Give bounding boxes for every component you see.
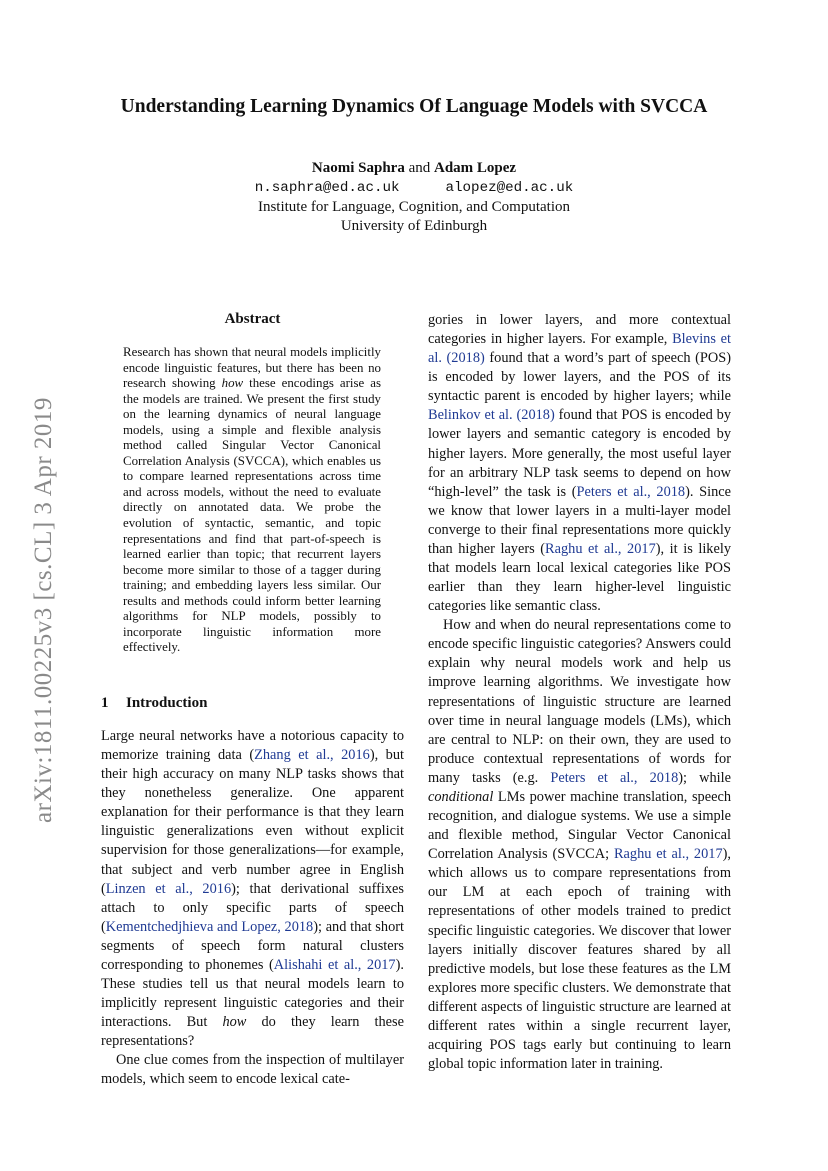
emphasis-text: conditional [428, 788, 494, 805]
paragraph [101, 727, 404, 1051]
abstract-text: Research has shown that neural models implicitly encode linguistic features, but there has been no research showing [123, 345, 381, 391]
body-text: ); that derivational suffixes attach to only specific parts of speech ( [101, 880, 404, 935]
affiliation-university: University of Edinburgh [340, 218, 488, 234]
body-text: ); while [678, 769, 731, 786]
author-email[interactable]: alopez@ed.ac.uk [445, 180, 574, 196]
abstract-emphasis: how [221, 376, 244, 391]
body-text: Large neural networks have a notorious capacity to memorize training data ( [101, 728, 404, 764]
right-column [428, 311, 731, 1074]
citation-link[interactable]: Linzen et al., 2016 [105, 880, 232, 897]
author-email[interactable]: n.saphra@ed.ac.uk [254, 180, 400, 196]
paper-title: Understanding Learning Dynamics Of Language Models with SVCCA [120, 96, 708, 117]
body-text: How and when do neural representations come to encode specific linguistic categories? Answers could explain why neural models work and help us improve learning algorithms. We investigate how representations of linguistic structure are learned over time in neural language models (LMs), which are central to NLP: on their own, they are used to produce contextual representations of words for many tasks (e.g. [428, 617, 731, 786]
paragraph [101, 1051, 404, 1089]
citation-link[interactable]: Raghu et al., 2017 [545, 540, 656, 557]
body-text: do they learn these representations? [101, 1014, 404, 1050]
body-text: LMs power machine translation, speech recognition, and dialogue systems. We use a simple and flexible method, Singular Vector Canonical Correlation Analysis (SVCCA; [428, 788, 731, 863]
citation-link[interactable]: Alishahi et al., 2017 [273, 956, 396, 973]
paragraph-continued [428, 311, 731, 616]
author-name: Naomi Saphra [311, 160, 405, 176]
body-text: ). Since we know that lower layers in a multi-layer model converge to their final representations more quickly than higher layers ( [428, 483, 731, 557]
section-number: 1 [101, 695, 109, 711]
author-emails [0, 180, 828, 196]
left-column [101, 727, 404, 1089]
citation-link[interactable]: Peters et al., 2018 [550, 769, 679, 786]
body-text: ), it is likely that models learn local lexical categories like POS earlier than they learn higher-level linguistic categories like semantic class. [428, 540, 731, 615]
paragraph [428, 616, 731, 1074]
affiliation-institute: Institute for Language, Cognition, and Computation [257, 199, 571, 215]
abstract-heading: Abstract [224, 311, 281, 327]
abstract-body [123, 345, 381, 656]
citation-link[interactable]: Blevins et al. (2018) [428, 331, 731, 367]
author-conjunction: and [408, 160, 431, 176]
body-text: ); and that short segments of speech form natural clusters corresponding to phonemes ( [101, 918, 404, 973]
body-text: found that a word’s part of speech (POS) is encoded by lower layers, and the POS of its syntactic parent is encoded by higher layers; while [428, 350, 732, 405]
body-text: ), but their high accuracy on many NLP tasks shows that they nonetheless generalize. One apparent explanation for their performance is that they learn linguistic generalizations even without explicit supervision for those generalizations—for example, that subject and verb number agree in English ( [101, 747, 405, 897]
body-text: found that POS is encoded by lower layers and semantic category is encoded by higher layers. More generally, the most useful layer for an arbitrary NLP task seems to depend on how “high-level” the task is ( [428, 407, 731, 500]
arxiv-stamp [22, 370, 66, 850]
citation-link[interactable]: Peters et al., 2018 [576, 483, 686, 500]
body-text: ). These studies tell us that neural models learn to implicitly represent linguistic categories and their interactions. But [101, 956, 404, 1031]
body-text: One clue comes from the inspection of multilayer models, which seem to encode lexical cate- [101, 1052, 404, 1088]
section-title: Introduction [126, 695, 208, 711]
body-text: gories in lower layers, and more contextual categories in higher layers. For example, [428, 312, 731, 348]
citation-link[interactable]: Kementchedjhieva and Lopez, 2018 [105, 918, 314, 935]
author-line [0, 160, 828, 177]
abstract-text: these encodings arise as the models are trained. We present the first study on the learning dynamics of neural language models, using a simple and flexible analysis method called Singular Vector Canonical Correlation Analysis (SVCCA), which enables us to compare learned representations across time and across models, without the need to evaluate directly on annotated data. We probe the evolution of syntactic, semantic, and topic representations and find that part-of-speech is learned earlier than topic; that recurrent layers become more similar to those of a tagger during training; and embedding layers less similar. Our results and methods could inform better learning algorithms for NLP models, possibly to incorporate linguistic information more effectively. [123, 376, 381, 655]
citation-link[interactable]: Belinkov et al. (2018) [428, 407, 555, 424]
section-heading [101, 695, 207, 712]
arxiv-stamp-text: arXiv:1811.00225v3 [cs.CL] 3 Apr 2019 [30, 397, 57, 823]
citation-link[interactable]: Zhang et al., 2016 [254, 747, 370, 764]
emphasis-text: how [222, 1014, 247, 1031]
citation-link[interactable]: Raghu et al., 2017 [613, 846, 723, 863]
body-text: ), which allows us to compare representations from our LM at each epoch of training with representations of other models trained to predict specific linguistic categories. We discover that lower layers initially discover features shared by all predictive models, but lose these features as the LM explores more specific clusters. We demonstrate that different aspects of linguistic structure are learned at different rates within a single recurrent layer, acquiring POS tags early but continuing to learn global topic information later in training. [428, 846, 731, 1073]
author-name: Adam Lopez [434, 160, 517, 176]
